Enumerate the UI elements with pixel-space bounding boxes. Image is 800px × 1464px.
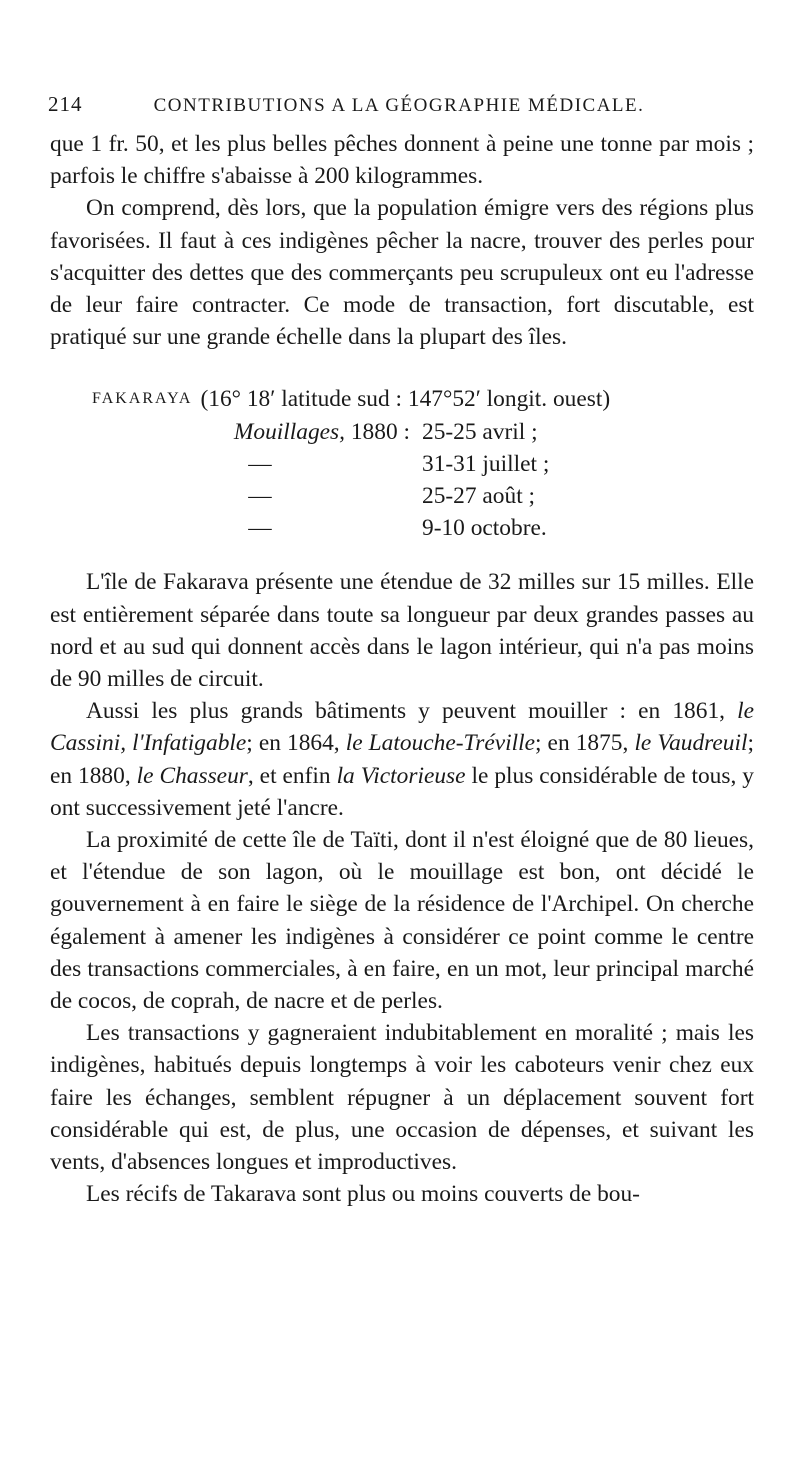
entry-heading <box>50 383 754 415</box>
anchorage-row <box>50 416 754 448</box>
anchorage-date: 25-27 août ; <box>422 483 536 510</box>
anchorage-entry <box>50 383 754 544</box>
anchorage-date: 9-10 octobre. <box>422 515 547 542</box>
paragraph-population: On comprend, dès lors, que la population émigre vers des régions plus favorisées. Il faut à ces indigènes pêcher la nacre, trouver des perles pour s'acquitter des dettes que des commerçants peu scrupuleux ont eu l'adresse de leur faire contracter. Ce mode de transaction, fort discutable, est pratiqué sur une grande échelle dans la plupart des îles. <box>50 195 754 351</box>
page-body <box>50 128 754 1211</box>
running-title: CONTRIBUTIONS A LA GÉOGRAPHIE MÉDICALE. <box>153 95 645 116</box>
anchorage-row <box>50 480 754 512</box>
anchorage-row <box>50 512 754 544</box>
paragraph-continuation: que 1 fr. 50, et les plus belles pêches donnent à peine une tonne par mois ; parfois le chiffre s'abaisse à 200 kilogrammes. <box>50 131 754 190</box>
paragraph-proximity: La proximité de cette île de Taïti, dont il n'est éloigné que de 80 lieues, et l'étendue de son lagon, où le mouillage est bon, ont décidé le gouvernement à en faire le siège de la résidence de l'Archipel. On cherche également à amener les indigènes à considérer ce point comme le centre des transactions commerciales, à en faire, en un mot, leur principal marché de cocos, de coprah, de nacre et de perles. <box>50 827 754 1015</box>
paragraph-fakarava: L'île de Fakarava présente une étendue de 32 milles sur 15 milles. Elle est entièrement séparée dans toute sa longueur par deux grandes passes au nord et au sud qui donnent accès dans le lagon intérieur, qui n'a pas moins de 90 milles de circuit. <box>50 569 754 693</box>
paragraph-reefs: Les récifs de Takarava sont plus ou moins couverts de bou- <box>86 1181 640 1208</box>
ditto-dash: — <box>248 450 272 477</box>
anchorage-date: 25-25 avril ; <box>422 418 538 445</box>
anchorage-row <box>50 448 754 480</box>
island-coordinates: (16° 18′ latitude sud : 147°52′ longit. ouest) <box>200 386 611 413</box>
anchorage-label: Mouillages, 1880 : <box>233 418 410 445</box>
page-number: 214 <box>48 92 83 116</box>
ditto-dash: — <box>248 515 272 542</box>
paragraph-transactions: Les transactions y gagneraient indubitablement en moralité ; mais les indigènes, habitués depuis longtemps à voir les caboteurs venir chez eux faire les échanges, semblent répugner à un déplacement souvent fort considérable qui est, de plus, une occasion de dépenses, et suivant les vents, d'absences longues et improductives. <box>50 1020 754 1176</box>
paragraph-ships: Aussi les plus grands bâtiments y peuvent mouiller : en 1861, le Cassini, l'Infatigable; en 1864, le Latouche-Tréville; en 1875, le Vaudreuil; en 1880, le Chasseur, et enfin la Victorieuse le plus considérable de tous, y ont successivement jeté l'ancre. <box>50 698 754 821</box>
island-label: FAKARAYA <box>92 390 193 408</box>
ditto-dash: — <box>248 483 272 510</box>
anchorage-date: 31-31 juillet ; <box>422 450 550 477</box>
running-header <box>48 92 750 126</box>
